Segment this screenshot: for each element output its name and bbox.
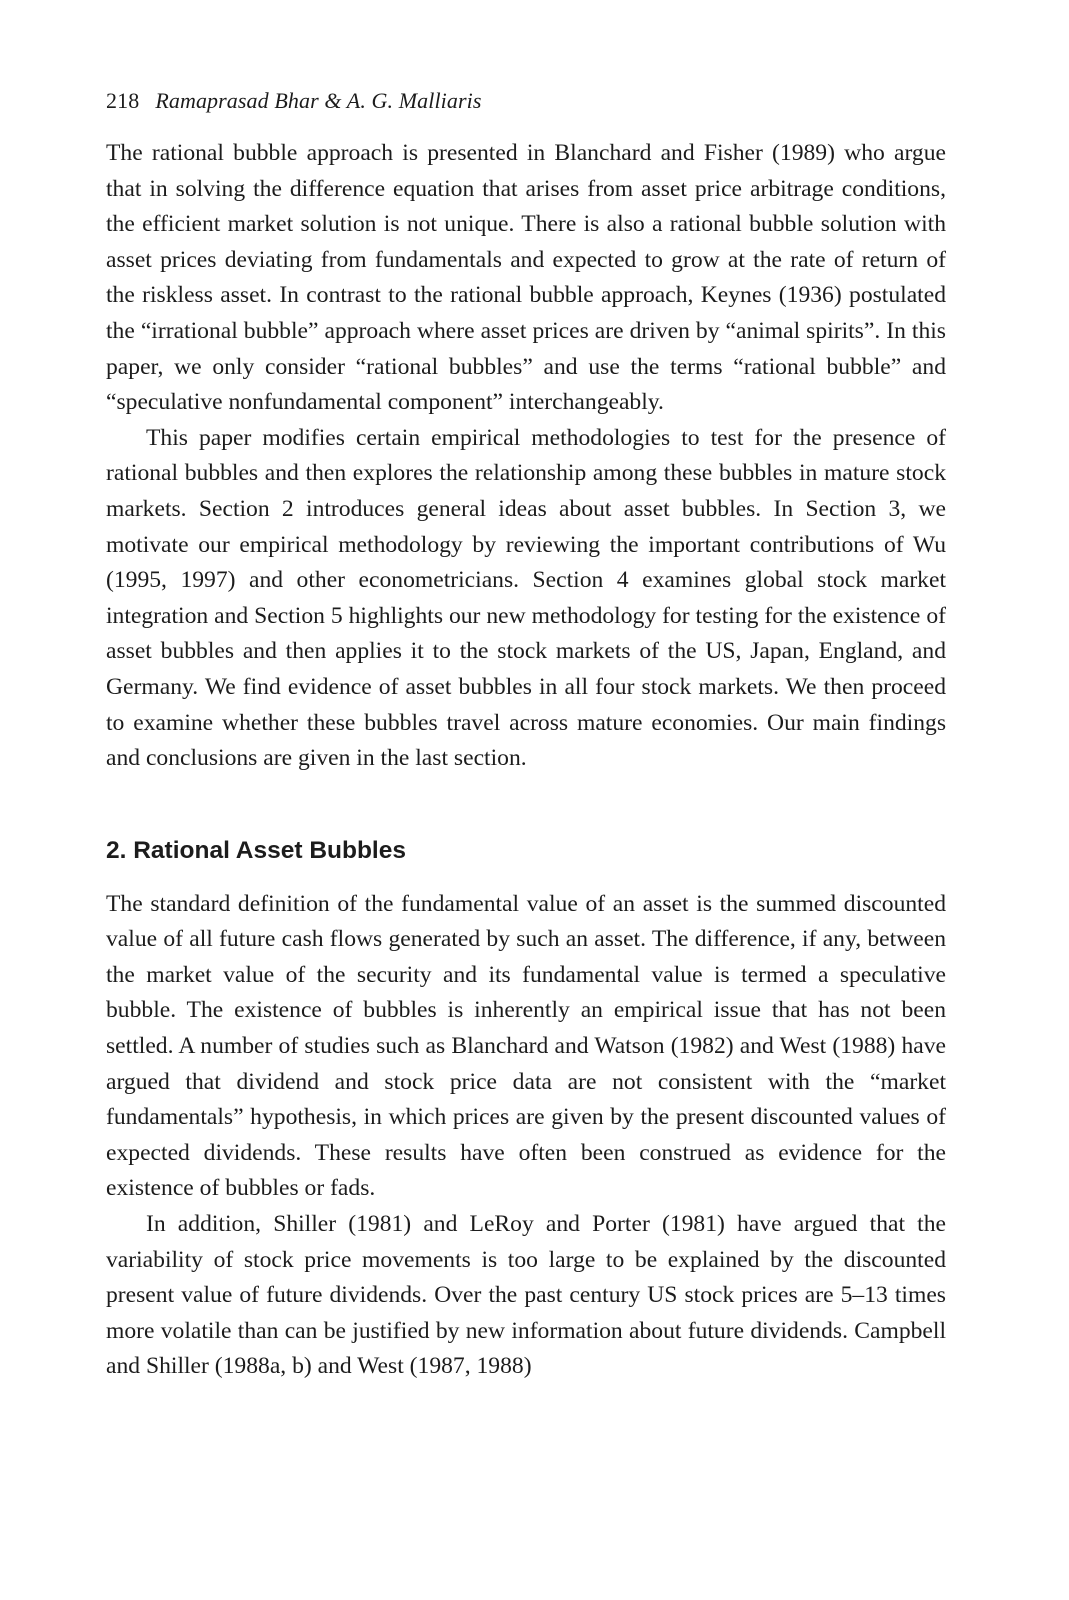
body-paragraph: The standard definition of the fundamental value of an asset is the summed discounted value of all future cash flows generated by such an asset. The difference, if any, between the market value of the security and its fundamental value is termed a speculative bubble. The existence of bubbles is inherently an empirical issue that has not been settled. A number of studies such as Blanchard and Watson (1982) and West (1988) have argued that dividend and stock price data are not consistent with the “market fundamentals” hypothesis, in which prices are given by the present discounted values of expected dividends. These results have often been construed as evidence for the existence of bubbles or fads. xyxy=(106,890,946,1202)
section-heading: 2. Rational Asset Bubbles xyxy=(106,836,406,864)
body-paragraph: In addition, Shiller (1981) and LeRoy and Porter (1981) have argued that the variability of stock price movements is too large to be explained by the discounted present value of future dividends. Over the past century US stock prices are 5–13 times more volatile than can be justified by new information about future dividends. Campbell and Shiller (1988a, b) and West (1987, 1988) xyxy=(106,1211,946,1380)
running-head xyxy=(106,86,946,116)
body-paragraph: The rational bubble approach is presented in Blanchard and Fisher (1989) who argue that in solving the difference equation that arises from asset price arbitrage conditions, the efficient market solution is not unique. There is also a rational bubble solution with asset prices deviating from fundamentals and expected to grow at the rate of return of the riskless asset. In contrast to the rational bubble approach, Keynes (1936) postulated the “irrational bubble” approach where asset prices are driven by “animal spirits”. In this paper, we only consider “rational bubbles” and use the terms “rational bubble” and “speculative nonfundamental component” interchangeably. xyxy=(106,140,946,416)
body-paragraph: This paper modifies certain empirical methodologies to test for the presence of rational bubbles and then explores the relationship among these bubbles in mature stock markets. Section 2 introduces general ideas about asset bubbles. In Section 3, we motivate our empirical methodology by reviewing the important contributions of Wu (1995, 1997) and other econometricians. Section 4 examines global stock market integration and Section 5 highlights our new methodology for testing for the existence of asset bubbles and then applies it to the stock markets of the US, Japan, England, and Germany. We find evidence of asset bubbles in all four stock markets. We then proceed to examine whether these bubbles travel across mature economies. Our main findings and conclusions are given in the last section. xyxy=(106,424,946,772)
running-head-authors: Ramaprasad Bhar & A. G. Malliaris xyxy=(155,88,482,113)
page-number: 218 xyxy=(106,88,140,113)
page xyxy=(106,86,946,1385)
